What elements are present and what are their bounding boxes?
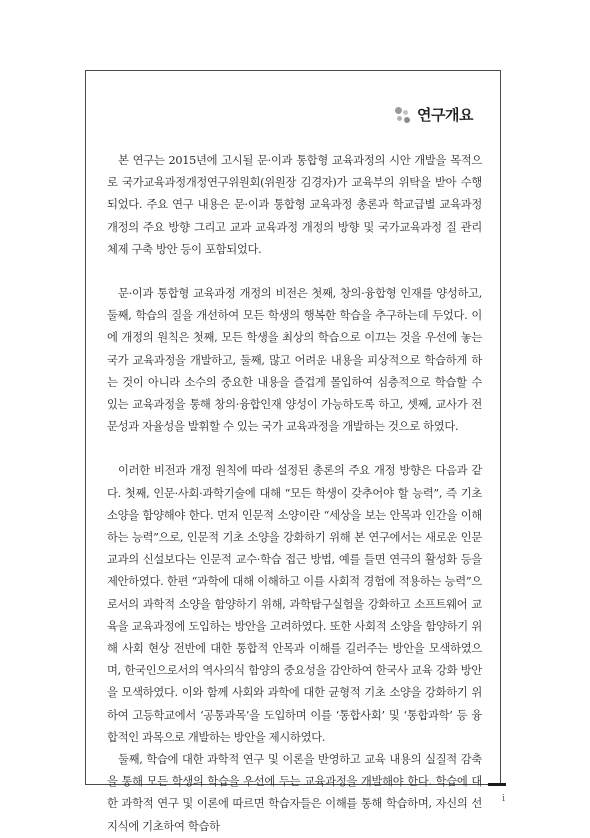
body-text bbox=[107, 150, 482, 838]
frame-corner-mark bbox=[488, 783, 506, 786]
paragraph-1: 본 연구는 2015년에 고시될 문·이과 통합형 교육과정의 시안 개발을 목적으로 국가교육과정개정연구위원회(위원장 김경자)가 교육부의 위탁을 받아 수행되었다. 주요 연구 내용은 문·이과 통합형 교육과정 총론과 학교급별 교육과정 개정의 주요 방향 그리고 교과 교육과정 개정의 방향 및 국가교육과정 질 관리 체제 구축 방안 등이 포함되었다. bbox=[107, 154, 482, 256]
paragraph-2: 문·이과 통합형 교육과정 개정의 비전은 첫째, 창의·융합형 인재를 양성하고, 둘째, 학습의 질을 개선하여 모든 학생의 행복한 학습을 추구하는데 두었다. 이에 개정의 원칙은 첫째, 모든 학생을 최상의 학습으로 이끄는 것을 우선에 놓는 국가 교육과정을 개발하고, 둘째, 많고 어려운 내용을 피상적으로 학습하게 하는 것이 아니라 소수의 중요한 내용을 즐겁게 몰입하여 심층적으로 학습할 수 있는 교육과정을 통해 창의·융합인재 양성이 가능하도록 하고, 셋째, 교사가 전문성과 자율성을 발휘할 수 있는 국가 교육과정을 개발하는 것으로 하였다. bbox=[107, 287, 482, 434]
page-number: i bbox=[502, 794, 505, 804]
section-header bbox=[395, 104, 473, 125]
paragraph-3: 이러한 비전과 개정 원칙에 따라 설정된 총론의 주요 개정 방향은 다음과 같다. 첫째, 인문·사회·과학기술에 대해 “모든 학생이 갖추어야 할 능력”, 즉 기초 소양을 함양해야 한다. 먼저 인문적 소양이란 “세상을 보는 안목과 인간을 이해하는 능력”으로, 인문적 기초 소양을 강화하기 위해 본 연구에서는 새로운 인문 교과의 신설보다는 인문적 교수·학습 접근 방법, 예를 들면 연극의 활성화 등을 제안하였다. 한편 “과학에 대해 이해하고 이를 사회적 경험에 적용하는 능력”으로서의 과학적 소양을 함양하기 위해, 과학탐구실험을 강화하고 소프트웨어 교육을 교육과정에 도입하는 방안을 고려하였다. 또한 사회적 소양을 함양하기 위해 사회 현상 전반에 대한 통합적 안목과 이해를 길러주는 방안을 모색하였으며, 한국인으로서의 역사의식 함양의 중요성을 감안하여 한국사 교육 강화 방안을 모색하였다. 이와 함께 사회와 과학에 대한 균형적 기초 소양을 강화하기 위하여 고등학교에서 ‘공통과목’을 도입하며 이를 ‘통합사회’ 및 ‘통합과학’ 등 융합적인 과목으로 개발하는 방안을 제시하였다. bbox=[107, 464, 482, 744]
page-title: 연구개요 bbox=[417, 106, 473, 124]
paragraph-4: 둘째, 학습에 대한 과학적 연구 및 이론을 반영하고 교육 내용의 실질적 감축을 통해 모든 학생의 학습을 우선에 두는 교육과정을 개발해야 한다. 학습에 대한 과학적 연구 및 이론에 따르면 학습자들은 이해를 통해 학습하며, 자신의 선지식에 기초하여 학습하 bbox=[107, 753, 482, 833]
dots-icon bbox=[395, 107, 411, 123]
